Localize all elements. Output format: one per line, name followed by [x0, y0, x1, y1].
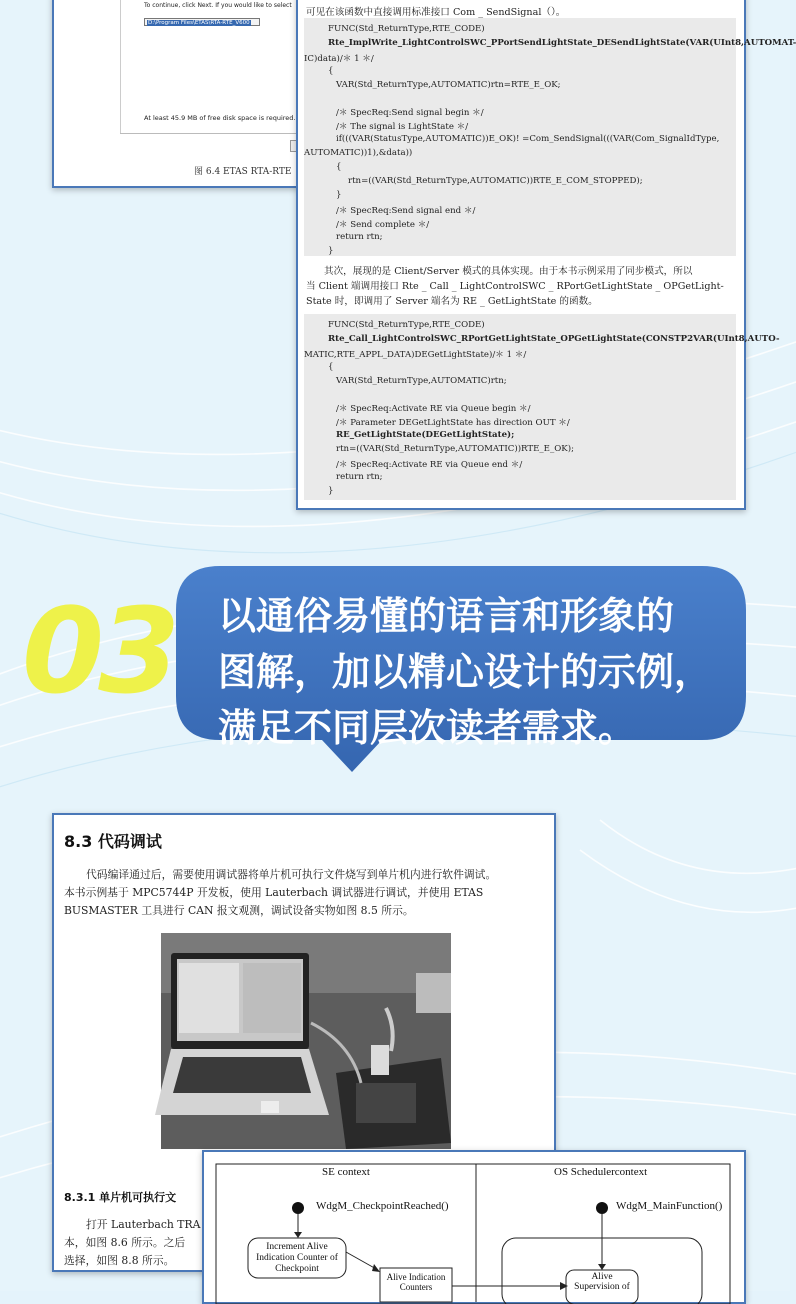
explanation-paragraph — [306, 264, 736, 309]
code-line: } — [328, 246, 334, 256]
body-line: 选择，如图 8.8 所示。 — [64, 1254, 175, 1267]
feature-line: 以通俗易懂的语言和形象的 — [218, 594, 675, 638]
code-line: /＊ SpecReq:Send signal begin ＊/ — [336, 108, 484, 118]
feature-line: 满足不同层次读者需求。 — [218, 706, 637, 750]
code-line: rtn=((VAR(Std_ReturnType,AUTOMATIC))RTE_E_OK); — [336, 444, 574, 454]
state-label: Supervision of — [574, 1282, 630, 1292]
left-start-label: WdgM_CheckpointReached() — [316, 1200, 449, 1212]
disk-space-note: At least 45.9 MB of free disk space is required. — [144, 114, 296, 122]
body-line: 代码编译通过后，需要使用调试器将单片机可执行文件烧写到单片机内进行软件调试。 — [86, 868, 497, 881]
state-label: Checkpoint — [275, 1264, 319, 1274]
code-line: { — [328, 362, 334, 372]
code-intro-line: 可见在该函数中直接调用标准接口 Com _ SendSignal（）。 — [306, 7, 566, 18]
code-line: { — [328, 66, 334, 76]
code-line: VAR(Std_ReturnType,AUTOMATIC)rtn=RTE_E_OK; — [336, 80, 561, 90]
code-line: VAR(Std_ReturnType,AUTOMATIC)rtn; — [336, 376, 507, 386]
body-line: 本，如图 8.6 所示。之后 — [64, 1236, 186, 1249]
code-line: /＊ SpecReq:Activate RE via Queue begin ＊/ — [336, 404, 531, 414]
increment-state — [248, 1242, 346, 1275]
code-line: MATIC,RTE_APPL_DATA)DEGetLightState)/＊ 1 ＊/ — [304, 350, 527, 360]
counters-box — [380, 1272, 452, 1292]
state-diagram — [204, 1152, 744, 1302]
install-path-value: D:\Program Files\ETAS\RTA-RTE_V600 — [148, 20, 250, 26]
code-line: FUNC(Std_ReturnType,RTE_CODE) — [328, 320, 485, 330]
subsection-title: 8.3.1 单片机可执行文 — [64, 1191, 177, 1204]
state-label: Indication Counter of — [256, 1253, 338, 1263]
code-line: rtn=((VAR(Std_ReturnType,AUTOMATIC))RTE_E_COM_STOPPED); — [348, 176, 643, 186]
install-path-field — [144, 18, 260, 26]
code-line: /＊ SpecReq:Activate RE via Queue end ＊/ — [336, 460, 523, 470]
state-label: Alive — [591, 1272, 613, 1282]
code-line: /＊ Parameter DEGetLightState has direction OUT ＊/ — [336, 418, 570, 428]
body-line: 打开 Lauterbach TRA — [86, 1218, 201, 1231]
feature-number: 03 — [22, 582, 175, 720]
continue-instruction: To continue, click Next. If you would like to select — [144, 2, 292, 9]
code-line: IC)data)/＊ 1 ＊/ — [304, 54, 374, 64]
code-line: RE_GetLightState(DEGetLightState); — [336, 430, 515, 440]
code-page-card — [296, 0, 796, 510]
code-block-call — [304, 314, 780, 500]
code-line: Rte_Call_LightControlSWC_RPortGetLightState_OPGetLightState(CONSTP2VAR(UInt8,AUTO- — [328, 334, 780, 344]
code-line: /＊ SpecReq:Send signal end ＊/ — [336, 206, 476, 216]
supervision-state — [566, 1272, 638, 1292]
code-line: /＊ Send complete ＊/ — [336, 220, 430, 230]
state-diagram-card — [202, 1150, 746, 1304]
feature-line: 图解，加以精心设计的示例， — [218, 650, 713, 694]
debug-equipment-photo — [161, 933, 451, 1149]
paragraph-line: 其次，展现的是 Client/Server 模式的具体实现。由于本书示例采用了同步模式，所以 — [324, 266, 693, 277]
code-line: Rte_ImplWrite_LightControlSWC_PPortSendLightState_DESendLightState(VAR(UInt8,AUTOMAT- — [328, 38, 796, 48]
divider — [120, 0, 121, 134]
code-line: } — [328, 486, 334, 496]
divider — [120, 133, 300, 134]
figure-caption: 图 6.4 ETAS RTA-RTE — [194, 167, 292, 177]
feature-description — [218, 588, 748, 756]
code-line: if(((VAR(StatusType,AUTOMATIC))E_OK)! =Com_SendSignal(((VAR(Com_SignalIdType, — [336, 134, 720, 144]
code-line: } — [336, 190, 342, 200]
code-line: return rtn; — [336, 472, 383, 482]
right-context-label: OS Schedulercontext — [554, 1166, 648, 1178]
code-line: /＊ The signal is LightState ＊/ — [336, 122, 469, 132]
section-title: 8.3 代码调试 — [64, 832, 162, 851]
box-label: Alive Indication — [386, 1272, 446, 1282]
paragraph-line: 当 Client 端调用接口 Rte _ Call _ LightControlSWC _ RPortGetLightState _ OPGetLight- — [306, 281, 724, 292]
body-line: 本书示例基于 MPC5744P 开发板，使用 Lauterbach 调试器进行调试，并使用 ETAS — [64, 886, 484, 899]
code-line: return rtn; — [336, 232, 383, 242]
left-context-label: SE context — [322, 1166, 370, 1178]
code-line: { — [336, 162, 342, 172]
paragraph-line: State 时，即调用了 Server 端名为 RE _ GetLightState 的函数。 — [306, 296, 598, 307]
box-label: Counters — [399, 1282, 433, 1292]
code-line: FUNC(Std_ReturnType,RTE_CODE) — [328, 24, 485, 34]
code-line: AUTOMATIC))1),&data)) — [304, 148, 413, 158]
code-block-send — [304, 18, 796, 256]
body-line: BUSMASTER 工具进行 CAN 报文观测，调试设备实物如图 8.5 所示。 — [64, 904, 414, 917]
installer-screenshot-card — [52, 0, 326, 188]
state-label: Increment Alive — [266, 1242, 328, 1252]
right-start-label: WdgM_MainFunction() — [616, 1200, 723, 1212]
